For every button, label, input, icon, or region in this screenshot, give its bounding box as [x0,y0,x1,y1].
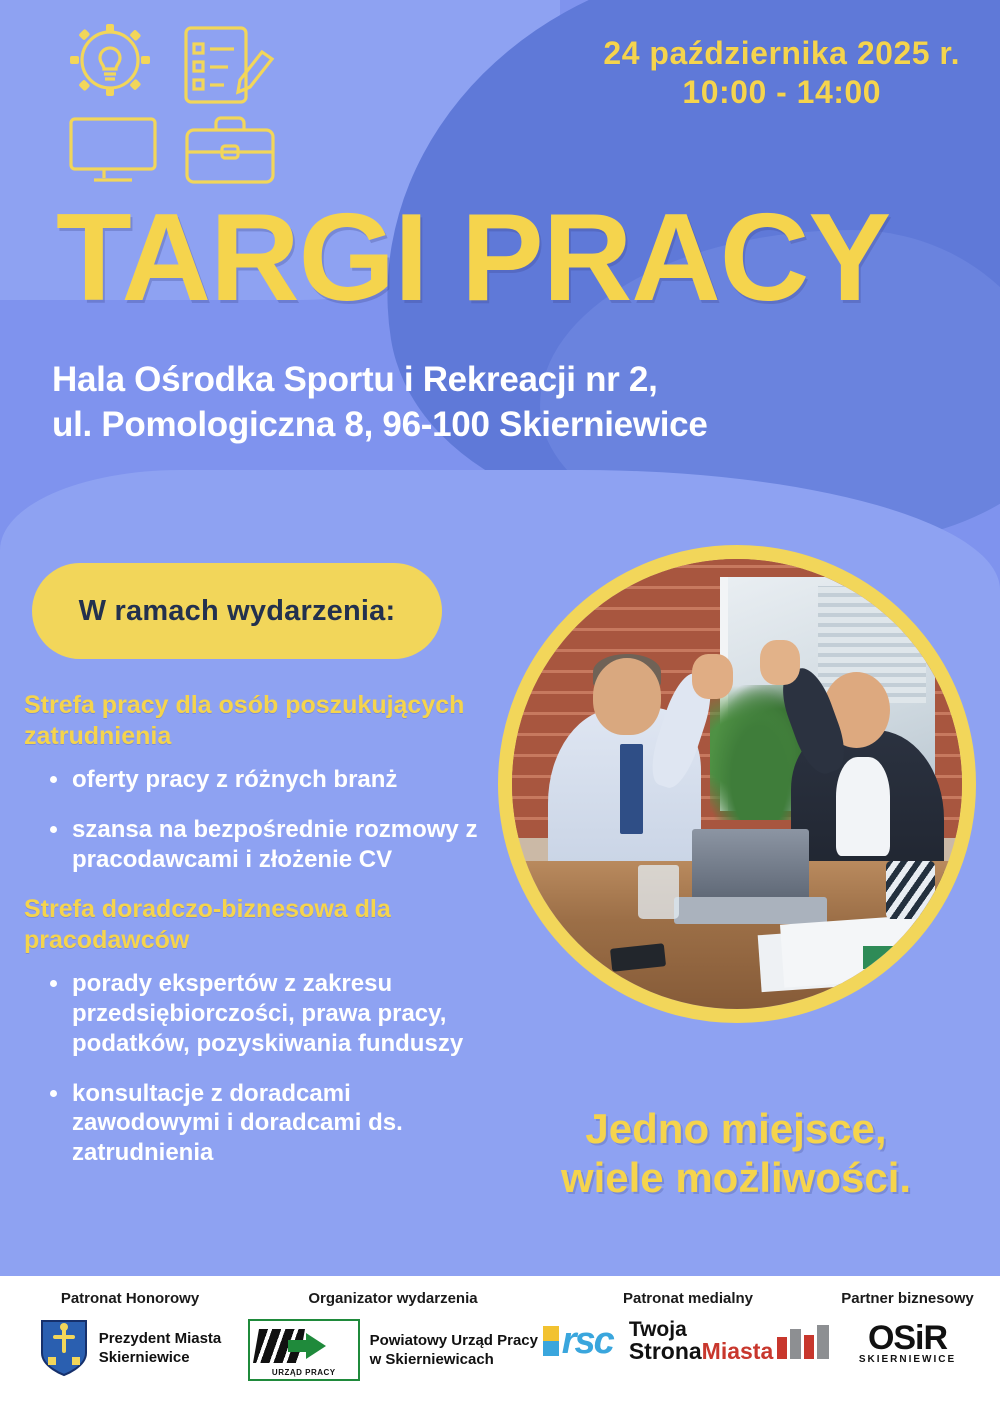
event-time-line: 10:00 - 14:00 [682,74,882,111]
urzad-pracy-logo-caption: URZĄD PRACY [271,1368,336,1377]
program-content [24,690,494,1188]
footer-caption: Patronat medialny [622,1290,754,1307]
event-date-line1: 24 października 2025 r. [603,35,960,71]
slogan-line1: Jedno miejsce, [585,1105,887,1152]
rsc-logo-text: rsc [561,1319,613,1362]
list-item: konsultacje z doradcami zawodowymi i doradcami ds. zatrudnienia [50,1079,494,1168]
slogan-line2: wiele możliwości. [560,1153,912,1201]
footer-org-name [99,1329,222,1368]
osir-logo-sub: SKIERNIEWICE [858,1354,957,1365]
bullet-list-jobseekers [24,765,494,874]
skierniewice-crest-logo [39,1319,89,1377]
rsc-logo [543,1320,613,1363]
footer-col-honorary-patronage [10,1290,250,1377]
twoja-strona-miasta-logo [629,1319,773,1364]
checklist-pen-icon [180,22,280,108]
list-item: szansa na bezpośrednie rozmowy z pracodawcami i złożenie CV [50,815,494,875]
footer-caption: Organizator wydarzenia [308,1290,478,1307]
footer-bar [0,1276,1000,1414]
rsc-bars-icon [543,1326,559,1356]
tsm-line2: StronaMiasta [628,1338,774,1365]
tsm-line1: Twoja [628,1318,687,1341]
magnifier-graphic [498,545,968,1015]
footer-caption: Patronat Honorowy [60,1290,200,1307]
list-item: oferty pracy z różnych branż [50,765,494,795]
footer-col-business-partner [820,1290,995,1365]
section-badge [32,563,442,659]
footer-caption: Partner biznesowy [841,1290,974,1307]
monitor-icon [66,114,160,186]
bullet-list-employers [24,969,494,1168]
list-item: porady ekspertów z zakresu przedsiębiorczości, prawa pracy, podatków, pozyskiwania funduszy [50,969,494,1058]
venue-address [52,358,708,448]
footer-org-line1: Prezydent Miasta [98,1329,222,1347]
venue-line1: Hala Ośrodka Sportu i Rekreacji nr 2, [52,360,658,399]
icon-cluster [62,18,282,188]
briefcase-icon [182,114,278,188]
osir-logo [859,1319,956,1365]
lightbulb-gear-icon [62,18,158,108]
footer-col-organizer [248,1290,538,1381]
footer-col-media-patronage [548,1290,828,1364]
section-heading-employers: Strefa doradczo-biznesowa dla pracodawców [24,895,391,954]
urzad-pracy-logo [248,1319,360,1381]
footer-org-line2: w Skierniewicach [369,1351,494,1368]
section-heading-jobseekers: Strefa pracy dla osób poszukujących zatrudnienia [24,691,465,750]
magnifier-lens [498,545,976,1023]
page-title: TARGI PRACY [56,189,891,327]
footer-org-line1: Powiatowy Urząd Pracy [369,1331,538,1349]
footer-org-line2: Skierniewice [98,1349,190,1366]
footer-org-name [370,1331,538,1370]
osir-logo-main: OSiR [867,1319,948,1357]
slogan [506,1105,966,1202]
handshake-high-five-photo [512,559,962,1009]
venue-line2: ul. Pomologiczna 8, 96-100 Skierniewice [52,404,708,444]
event-date [603,34,960,112]
section-badge-label: W ramach wydarzenia: [78,594,396,627]
